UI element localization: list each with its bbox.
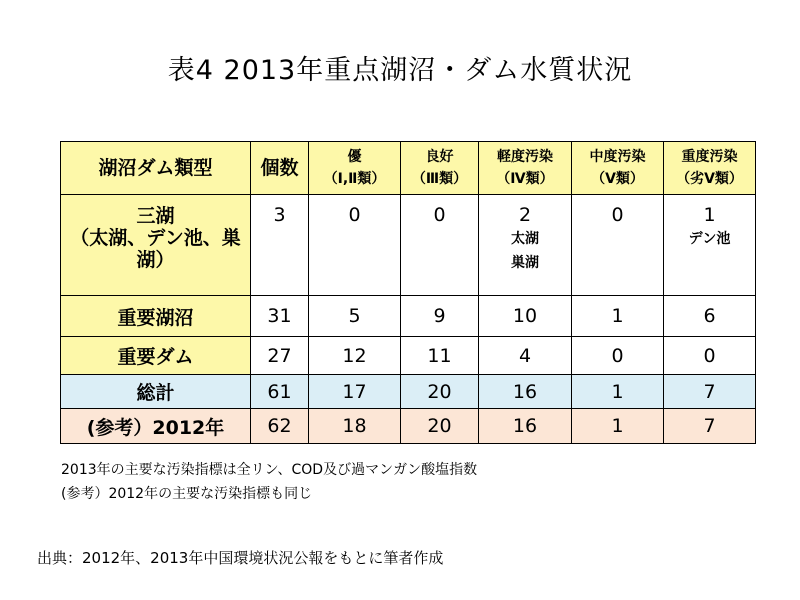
row-label: 総計 (61, 375, 251, 409)
cell-moderate: 1 (572, 409, 664, 444)
cell-light-note: 太湖 (511, 231, 539, 247)
header-excellent-class: （Ⅰ,Ⅱ類） (323, 171, 386, 187)
row-label: 重要ダム (61, 337, 251, 375)
cell-count: 61 (251, 375, 309, 409)
header-light (479, 142, 572, 195)
note-line: (参考）2012年の主要な汚染指標も同じ (61, 486, 313, 502)
header-type-label: 湖沼ダム類型 (98, 157, 213, 179)
cell-moderate: 1 (572, 296, 664, 337)
source-credit: 出典：2012年、2013年中国環境状況公報をもとに筆者作成 (37, 549, 444, 567)
cell-excellent: 5 (309, 296, 401, 337)
cell-excellent: 17 (309, 375, 401, 409)
cell-heavy: 0 (664, 337, 756, 375)
cell-light: 10 (479, 296, 572, 337)
header-heavy-class: （劣Ⅴ類） (676, 171, 743, 187)
table-row (61, 296, 756, 337)
header-moderate-class: （Ⅴ類） (591, 171, 644, 187)
row-label-line2: （太湖、デン池、巣湖） (70, 227, 241, 271)
cell-heavy (664, 195, 756, 296)
note-line: 2013年の主要な汚染指標は全リン、COD及び過マンガン酸塩指数 (61, 462, 478, 478)
cell-light (479, 195, 572, 296)
table-row (61, 195, 756, 296)
cell-heavy: 6 (664, 296, 756, 337)
cell-good: 20 (401, 375, 479, 409)
header-light-class: （Ⅳ類） (496, 171, 554, 187)
row-label-line1: 三湖 (136, 205, 175, 227)
cell-light-note: 巣湖 (511, 255, 539, 271)
table-header-row (61, 142, 756, 195)
water-quality-table (60, 141, 756, 444)
cell-good: 11 (401, 337, 479, 375)
cell-count: 3 (251, 195, 309, 296)
cell-count: 62 (251, 409, 309, 444)
table-row-reference (61, 409, 756, 444)
cell-count: 27 (251, 337, 309, 375)
header-moderate-label: 中度汚染 (589, 149, 646, 165)
cell-excellent: 18 (309, 409, 401, 444)
cell-moderate: 0 (572, 195, 664, 296)
cell-count: 31 (251, 296, 309, 337)
cell-good: 9 (401, 296, 479, 337)
cell-moderate: 0 (572, 337, 664, 375)
header-excellent-label: 優 (347, 149, 362, 165)
header-good-class: （Ⅲ類） (411, 171, 468, 187)
row-label (61, 195, 251, 296)
table-row (61, 337, 756, 375)
cell-excellent: 0 (309, 195, 401, 296)
cell-heavy-value: 1 (703, 204, 716, 226)
cell-good: 20 (401, 409, 479, 444)
cell-good: 0 (401, 195, 479, 296)
header-heavy-label: 重度汚染 (681, 149, 738, 165)
header-light-label: 軽度汚染 (497, 149, 553, 165)
table-row-total (61, 375, 756, 409)
header-good-label: 良好 (425, 149, 454, 165)
cell-light: 4 (479, 337, 572, 375)
cell-heavy-note: デン池 (688, 231, 731, 247)
header-good (401, 142, 479, 195)
cell-light: 16 (479, 375, 572, 409)
cell-excellent: 12 (309, 337, 401, 375)
header-count (251, 142, 309, 195)
row-label: 重要湖沼 (61, 296, 251, 337)
cell-moderate: 1 (572, 375, 664, 409)
cell-heavy: 7 (664, 375, 756, 409)
page-title: 表4 2013年重点湖沼・ダム水質状況 (167, 55, 633, 86)
notes (61, 458, 477, 506)
header-count-label: 個数 (260, 157, 299, 179)
header-excellent (309, 142, 401, 195)
header-type (61, 142, 251, 195)
header-moderate (572, 142, 664, 195)
cell-light-value: 2 (518, 204, 532, 226)
cell-heavy: 7 (664, 409, 756, 444)
cell-light: 16 (479, 409, 572, 444)
row-label: (参考）2012年 (61, 409, 251, 444)
header-heavy (664, 142, 756, 195)
